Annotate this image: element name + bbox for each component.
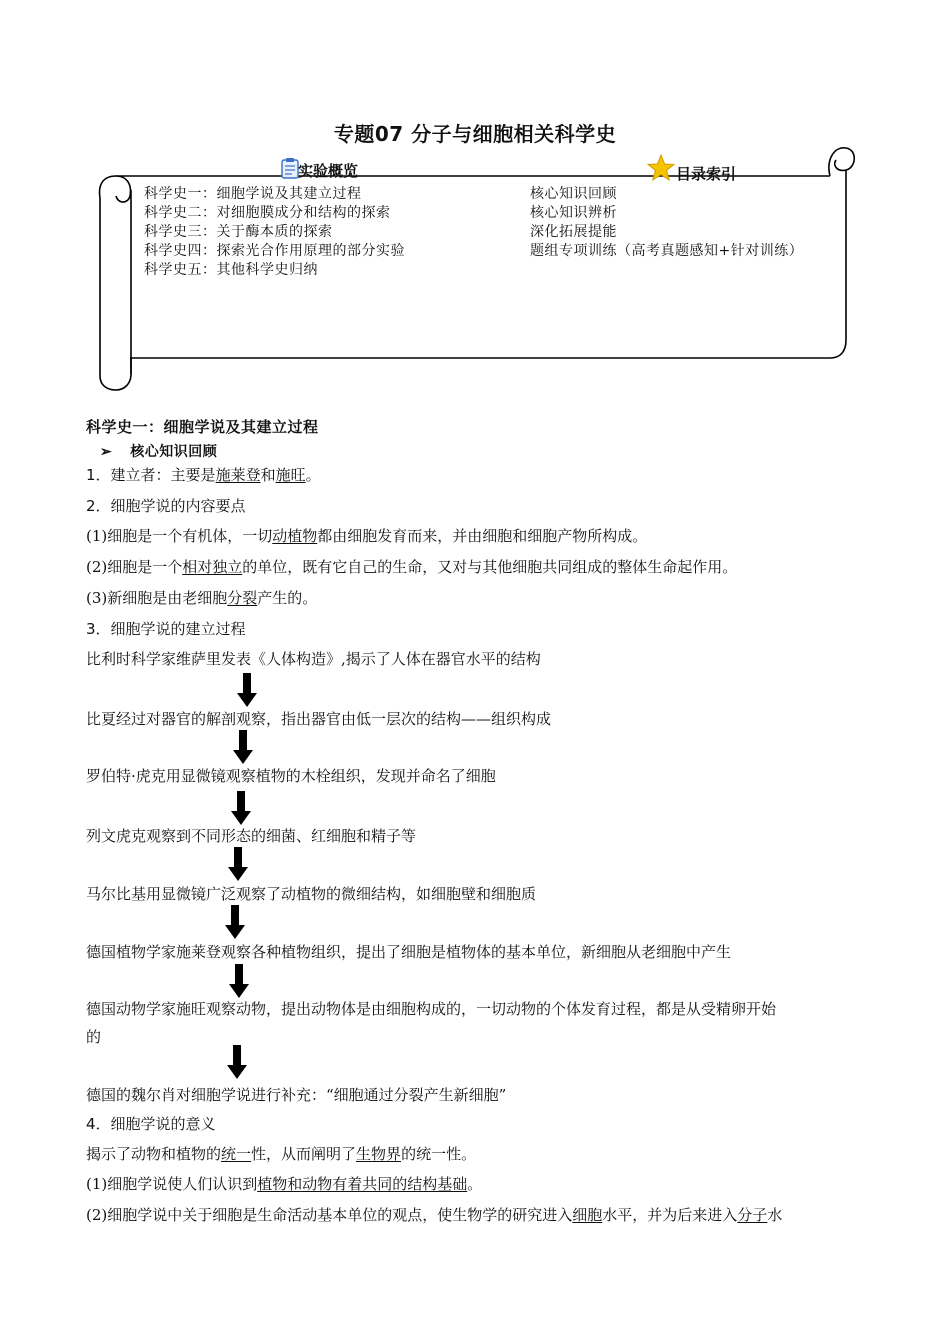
page-title: 专题07 分子与细胞相关科学史 bbox=[333, 122, 617, 146]
toc-item[interactable]: 科学史一：细胞学说及其建立过程 bbox=[144, 186, 362, 202]
toc-right-list bbox=[530, 185, 820, 261]
timeline-step-continued: 的 bbox=[86, 1028, 102, 1046]
toc-item[interactable]: 科学史三：关于酶本质的探索 bbox=[144, 224, 333, 240]
clipboard-icon bbox=[281, 157, 299, 183]
star-icon bbox=[647, 154, 675, 186]
timeline-step: 德国植物学家施莱登观察各种植物组织，提出了细胞是植物体的基本单位，新细胞从老细胞中产生 bbox=[86, 943, 732, 961]
down-arrow-icon bbox=[229, 964, 249, 998]
down-arrow-icon bbox=[225, 905, 245, 939]
paragraph: (1)细胞学说使人们认识到植物和动物有着共同的结构基础。 bbox=[86, 1175, 483, 1193]
index-label: 目录索引 bbox=[676, 165, 737, 183]
toc-item[interactable]: 科学史二：对细胞膜成分和结构的探索 bbox=[144, 205, 391, 221]
subsection-heading: ➢ 核心知识回顾 bbox=[100, 444, 218, 460]
paragraph-heading: 3．细胞学说的建立过程 bbox=[86, 620, 246, 638]
timeline-step: 比利时科学家维萨里发表《人体构造》,揭示了人体在器官水平的结构 bbox=[86, 650, 541, 668]
down-arrow-icon bbox=[227, 1045, 247, 1079]
timeline-step: 马尔比基用显微镜广泛观察了动植物的微细结构，如细胞壁和细胞质 bbox=[86, 885, 537, 903]
toc-item[interactable]: 深化拓展提能 bbox=[530, 224, 617, 240]
toc-item[interactable]: 科学史四：探索光合作用原理的部分实验 bbox=[144, 243, 405, 259]
timeline-step: 德国动物学家施旺观察动物，提出动物体是由细胞构成的，一切动物的个体发育过程，都是从受精卵开始 bbox=[86, 1000, 777, 1018]
section-heading: 科学史一：细胞学说及其建立过程 bbox=[86, 418, 319, 436]
timeline-step: 列文虎克观察到不同形态的细菌、红细胞和精子等 bbox=[86, 827, 417, 845]
paragraph-heading: 4．细胞学说的意义 bbox=[86, 1115, 216, 1133]
toc-left-list bbox=[144, 185, 514, 280]
timeline-step: 比夏经过对器官的解剖观察，指出器官由低一层次的结构——组织构成 bbox=[86, 710, 552, 728]
toc-item[interactable]: 核心知识回顾 bbox=[530, 186, 617, 202]
timeline-step: 罗伯特·虎克用显微镜观察植物的木栓组织，发现并命名了细胞 bbox=[86, 767, 496, 785]
toc-item[interactable]: 科学史五：其他科学史归纳 bbox=[144, 262, 318, 278]
paragraph: (1)细胞是一个有机体，一切动植物都由细胞发育而来，并由细胞和细胞产物所构成。 bbox=[86, 527, 648, 545]
down-arrow-icon bbox=[228, 847, 248, 881]
paragraph-heading: 2．细胞学说的内容要点 bbox=[86, 497, 246, 515]
arrowhead-icon: ➢ bbox=[100, 444, 113, 460]
paragraph: 揭示了动物和植物的统一性，从而阐明了生物界的统一性。 bbox=[86, 1145, 477, 1163]
paragraph: (2)细胞是一个相对独立的单位，既有它自己的生命，又对与其他细胞共同组成的整体生命起作用。 bbox=[86, 558, 738, 576]
toc-item[interactable]: 题组专项训练（高考真题感知+针对训练） bbox=[530, 243, 804, 259]
down-arrow-icon bbox=[237, 673, 257, 707]
down-arrow-icon bbox=[233, 730, 253, 764]
paragraph: (3)新细胞是由老细胞分裂产生的。 bbox=[86, 589, 318, 607]
timeline-step: 德国的魏尔肖对细胞学说进行补充：“细胞通过分裂产生新细胞” bbox=[86, 1086, 507, 1104]
paragraph: 1．建立者：主要是施莱登和施旺。 bbox=[86, 466, 321, 484]
overview-label: 实验概览 bbox=[298, 162, 359, 180]
down-arrow-icon bbox=[231, 791, 251, 825]
toc-item[interactable]: 核心知识辨析 bbox=[530, 205, 617, 221]
paragraph: (2)细胞学说中关于细胞是生命活动基本单位的观点，使生物学的研究进入细胞水平，并为后来进入分子水 bbox=[86, 1206, 783, 1224]
